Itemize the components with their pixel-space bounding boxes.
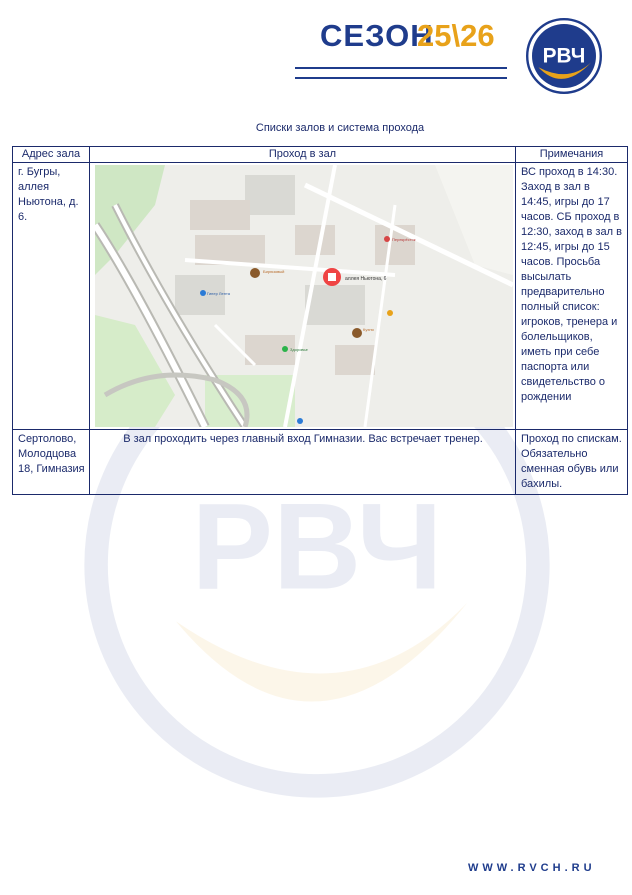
halls-table bbox=[12, 146, 628, 495]
table-row bbox=[13, 430, 628, 495]
header-notes: Примечания bbox=[516, 147, 628, 163]
table-header-row bbox=[13, 147, 628, 163]
header-address: Адрес зала bbox=[13, 147, 90, 163]
hall-notes: ВС проход в 14:30. Заход в зал в 14:45, игры до 17 часов. СБ проход в 12:30, заход в зал в 12:45, игры до 15 часов. Просьба высылать предварительно полный список: игроков, тренера и болельщиков, иметь при себе паспорта или свидетельство о рождении bbox=[516, 163, 628, 430]
season-years: 25\26 bbox=[417, 18, 495, 53]
map-label: Гипер Лента bbox=[207, 291, 230, 296]
table-row bbox=[13, 163, 628, 430]
hall-map-cell bbox=[90, 163, 516, 430]
document-title: Списки залов и система прохода bbox=[255, 122, 425, 134]
map-label: Здоровье bbox=[290, 347, 308, 352]
hall-notes: Проход по спискам. Обязательно сменная обувь или бахилы. bbox=[516, 430, 628, 495]
map-pin-label: аллея Ньютона, 6 bbox=[345, 276, 387, 282]
season-title: СЕЗОН bbox=[320, 18, 434, 53]
map-image bbox=[95, 165, 513, 427]
hall-address: Сертолово, Молодцова 18, Гимназия bbox=[13, 430, 90, 495]
hall-address: г. Бугры, аллея Ньютона, д. 6. bbox=[13, 163, 90, 430]
svg-text:РВЧ: РВЧ bbox=[191, 477, 443, 615]
header-pass: Проход в зал bbox=[90, 147, 516, 163]
map-label: Перекрёсток bbox=[392, 237, 416, 242]
rvch-logo bbox=[524, 16, 604, 96]
logo-text: РВЧ bbox=[542, 44, 586, 68]
hall-pass-info: В зал проходить через главный вход Гимназии. Вас встречает тренер. bbox=[90, 430, 516, 495]
header-divider bbox=[295, 67, 507, 69]
map-label: Бирюзовый bbox=[263, 269, 285, 274]
header-divider bbox=[295, 77, 507, 79]
location-map[interactable] bbox=[95, 165, 513, 427]
site-url[interactable]: WWW.RVCH.RU bbox=[468, 862, 596, 874]
map-label: Кухня bbox=[363, 327, 374, 332]
